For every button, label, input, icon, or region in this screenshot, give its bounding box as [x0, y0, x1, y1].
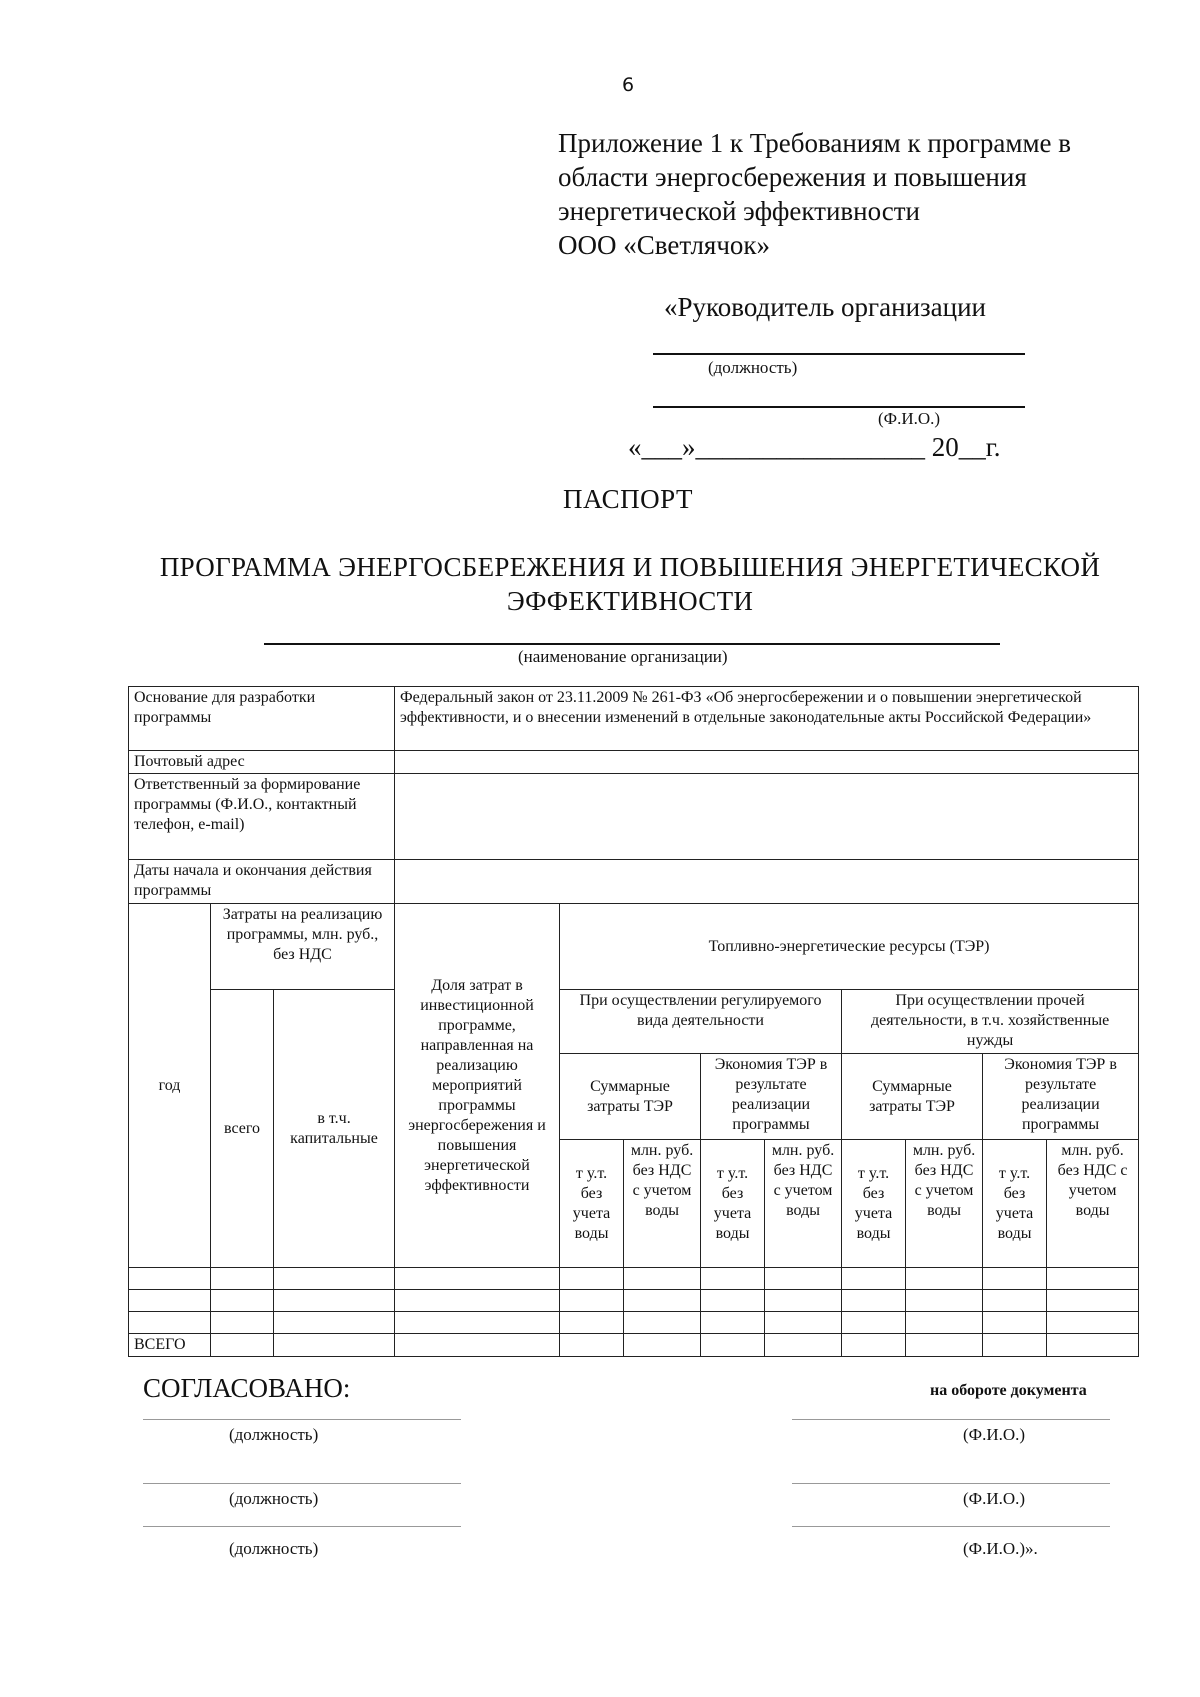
- unit-rub-2: млн. руб. без НДС с учетом воды: [765, 1140, 842, 1268]
- table-row: [129, 1290, 1139, 1312]
- costs-header: Затраты на реализацию программы, млн. руб., без НДС: [211, 904, 395, 990]
- agreed-title: СОГЛАСОВАНО:: [143, 1373, 351, 1403]
- fio-caption: (Ф.И.О.): [878, 409, 941, 428]
- responsible-label: Ответственный за формирование программы (Ф.И.О., контактный телефон, e-mail): [129, 774, 395, 860]
- agreed-fio-line-1: [792, 1419, 1110, 1420]
- passport-title: ПАСПОРТ: [563, 484, 693, 514]
- unit-rub-1: млн. руб. без НДС с учетом воды: [624, 1140, 701, 1268]
- agreed-position-caption-1: (должность): [229, 1425, 319, 1444]
- responsible-row: [129, 774, 1139, 860]
- dates-row: [129, 860, 1139, 904]
- table-row: [129, 1312, 1139, 1334]
- agreed-position-line-1: [143, 1419, 461, 1420]
- unit-tut-3: т у.т. без учета воды: [842, 1140, 906, 1268]
- passport-table: [128, 686, 1139, 1357]
- agreed-fio-line-3: [792, 1526, 1110, 1527]
- agreed-position-caption-2: (должность): [229, 1489, 319, 1508]
- basis-label: Основание для разработки программы: [129, 687, 395, 751]
- table-row: [129, 1268, 1139, 1290]
- unit-tut-4: т у.т. без учета воды: [983, 1140, 1047, 1268]
- position-caption: (должность): [708, 358, 798, 377]
- reverse-note: на обороте документа: [930, 1382, 1087, 1399]
- regulated-economy-header: Экономия ТЭР в результате реализации программы: [701, 1054, 842, 1140]
- postal-row: [129, 751, 1139, 774]
- agreed-position-caption-3: (должность): [229, 1539, 319, 1558]
- head-title: «Руководитель организации: [664, 292, 987, 322]
- agreed-fio-caption-2: (Ф.И.О.): [963, 1489, 1026, 1508]
- header-row-1: [129, 904, 1139, 990]
- year-header: год: [129, 904, 211, 1268]
- regulated-header: При осуществлении регулируемого вида деятельности: [560, 990, 842, 1054]
- unit-rub-3: млн. руб. без НДС с учетом воды: [906, 1140, 983, 1268]
- ter-header: Топливно-энергетические ресурсы (ТЭР): [560, 904, 1139, 990]
- basis-row: [129, 687, 1139, 751]
- unit-rub-4: млн. руб. без НДС с учетом воды: [1047, 1140, 1139, 1268]
- appendix-header: [558, 126, 1178, 262]
- other-header: При осуществлении прочей деятельности, в т.ч. хозяйственные нужды: [842, 990, 1139, 1054]
- date-line: «___»_________________ 20__г.: [628, 432, 1001, 462]
- unit-tut-1: т у.т. без учета воды: [560, 1140, 624, 1268]
- appendix-line-1: Приложение 1 к Требованиям к программе в: [558, 128, 1072, 158]
- header-row-2: [129, 990, 1139, 1054]
- total-row-label: ВСЕГО: [129, 1334, 211, 1357]
- dates-value-cell[interactable]: [395, 860, 1139, 904]
- program-title: ПРОГРАММА ЭНЕРГОСБЕРЕЖЕНИЯ И ПОВЫШЕНИЯ ЭНЕРГЕТИЧЕСКОЙ ЭФФЕКТИВНОСТИ: [159, 552, 1101, 616]
- other-total-ter-header: Суммарные затраты ТЭР: [842, 1054, 983, 1140]
- postal-label: Почтовый адрес: [129, 751, 395, 774]
- agreed-position-line-3: [143, 1526, 461, 1527]
- regulated-total-ter-header: Суммарные затраты ТЭР: [560, 1054, 701, 1140]
- basis-value: Федеральный закон от 23.11.2009 № 261-ФЗ «Об энергосбережении и о повышении энергетической эффективности, и о внесении изменений в отдельные законодательные акты Российской Федерации»: [395, 687, 1139, 751]
- responsible-value-cell[interactable]: [395, 774, 1139, 860]
- postal-value-cell[interactable]: [395, 751, 1139, 774]
- agreed-fio-line-2: [792, 1483, 1110, 1484]
- agreed-position-line-2: [143, 1483, 461, 1484]
- position-signature-line: [653, 353, 1025, 355]
- appendix-line-4: ООО «Светлячок»: [558, 230, 771, 260]
- other-economy-header: Экономия ТЭР в результате реализации программы: [983, 1054, 1139, 1140]
- agreed-fio-caption-3: (Ф.И.О.)».: [963, 1539, 1038, 1558]
- dates-label: Даты начала и окончания действия программы: [129, 860, 395, 904]
- fio-signature-line: [653, 406, 1025, 408]
- total-header: всего: [211, 990, 274, 1268]
- appendix-line-3: энергетической эффективности: [558, 196, 920, 226]
- total-row: [129, 1334, 1139, 1357]
- organization-name-line: [264, 643, 1000, 645]
- capital-header: в т.ч. капитальные: [274, 990, 395, 1268]
- organization-caption: (наименование организации): [518, 647, 728, 666]
- agreed-fio-caption-1: (Ф.И.О.): [963, 1425, 1026, 1444]
- page-number: 6: [622, 74, 635, 96]
- unit-tut-2: т у.т. без учета воды: [701, 1140, 765, 1268]
- share-header: Доля затрат в инвестиционной программе, направленная на реализацию мероприятий программы энергосбережения и повышения энергетической эффективности: [395, 904, 560, 1268]
- appendix-line-2: области энергосбережения и повышения: [558, 162, 1027, 192]
